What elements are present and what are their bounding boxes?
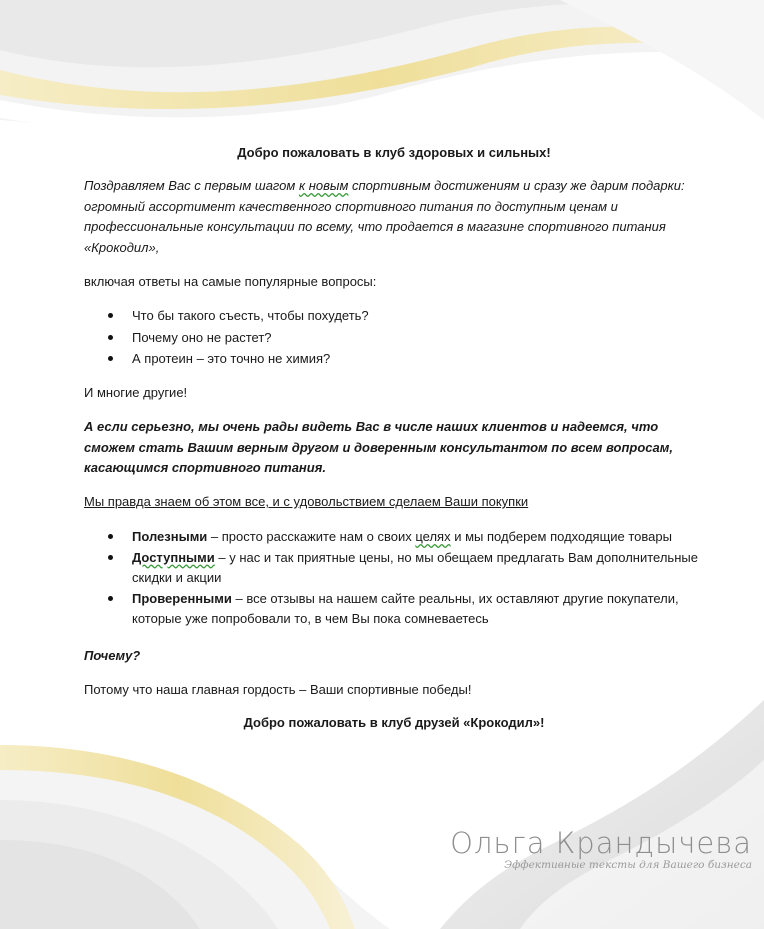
intro-paragraph	[84, 176, 704, 258]
benefit-title: Доступными	[132, 549, 215, 565]
benefit-title: Проверенными	[132, 590, 232, 606]
benefit-text: – у нас и так приятные цены, но мы обещаем предлагать Вам дополнительные скидки и акции	[132, 549, 698, 585]
because-paragraph: Потому что наша главная гордость – Ваши спортивные победы!	[84, 682, 472, 697]
benefit-text: и мы подберем подходящие товары	[450, 529, 672, 544]
intro-text-2: спортивным достижениям и сразу же дарим подарки: огромный ассортимент качественного спортивного питания по доступным ценам и профессиональные консультации по всему, что продается в магазине спортивного питания «Крокодил»,	[84, 178, 685, 255]
list-item: Почему оно не растет?	[84, 328, 704, 349]
author-name: Ольга Крандычева	[450, 826, 752, 860]
serious-paragraph: А если серьезно, мы очень рады видеть Вас в числе наших клиентов и надеемся, что сможем стать Вашим верным другом и доверенным консультантом по всем вопросам, касающимся спортивного питания.	[84, 419, 673, 475]
benefits-list	[84, 527, 704, 630]
benefit-title: Полезными	[132, 529, 208, 544]
questions-list	[84, 306, 704, 370]
benefit-text: – все отзывы на нашем сайте реальны, их оставляют другие покупатели, которые уже попробовали то, в чем Вы пока сомневаетесь	[132, 590, 679, 626]
list-item	[84, 527, 704, 548]
author-logo	[450, 826, 752, 871]
why-paragraph: Почему?	[84, 648, 141, 663]
benefit-text-underlined: целях	[415, 529, 451, 544]
page-title: Добро пожаловать в клуб здоровых и сильных!	[237, 145, 551, 160]
closing-title: Добро пожаловать в клуб друзей «Крокодил»!	[243, 715, 545, 730]
author-tagline: Эффективные тексты для Вашего бизнеса	[504, 859, 752, 871]
know-paragraph: Мы правда знаем об этом все, и с удовольствием сделаем Ваши покупки	[84, 494, 529, 509]
list-item	[84, 589, 704, 630]
benefit-text: – просто расскажите нам о своих	[207, 529, 416, 544]
including-paragraph: включая ответы на самые популярные вопросы:	[84, 274, 377, 289]
intro-text-underlined: к новым	[298, 178, 349, 193]
list-item	[84, 548, 704, 589]
list-item: Что бы такого съесть, чтобы похудеть?	[84, 306, 704, 327]
list-item: А протеин – это точно не химия?	[84, 349, 704, 370]
intro-text-1: Поздравляем Вас с первым шагом	[84, 178, 299, 193]
and-more-paragraph: И многие другие!	[84, 385, 188, 400]
